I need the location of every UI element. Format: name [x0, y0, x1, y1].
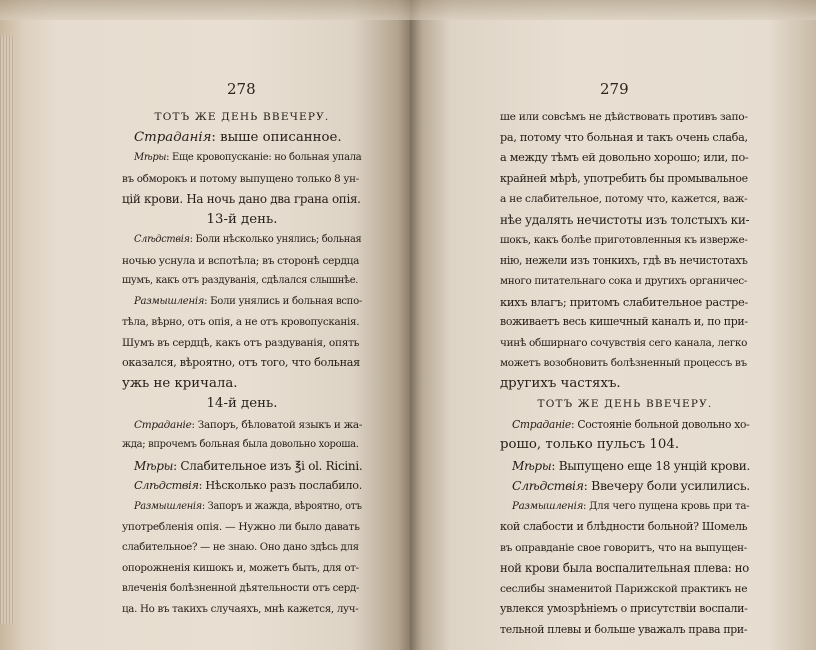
text-line: другихъ частяхъ. [500, 375, 621, 391]
section-heading: ТОТЪ ЖЕ ДЕНЬ ВВЕЧЕРУ. [537, 398, 713, 410]
right-page [410, 0, 816, 650]
day-heading: 14-й день. [206, 396, 278, 411]
line-text: : Запоръ и жажда, вѣроятно, отъ [201, 500, 362, 512]
text-line: ужь не кричала. [122, 375, 238, 391]
text-line [122, 230, 362, 251]
line-label: Страданія [134, 129, 212, 145]
text-line: можетъ возобновить болѣзненный процессъ въ [500, 357, 747, 369]
text-line: шумъ, какъ отъ раздуванія, сдѣлался слышнѣе. [122, 275, 359, 286]
text-line: нѣе удалять нечистоты изъ толстыхъ ки- [500, 212, 750, 227]
section-heading: ТОТЪ ЖЕ ДЕНЬ ВВЕЧЕРУ. [154, 111, 330, 123]
text-line: крайней мѣрѣ, употребить бы промывальное [500, 171, 748, 185]
page-shadow [410, 0, 816, 20]
page-shadow [0, 0, 410, 20]
text-line: рошо, только пульсъ 104. [500, 437, 680, 452]
line-label: Слѣдствія [134, 479, 199, 492]
page-edges [0, 36, 14, 624]
text-line: въ обморокъ и потому выпущено только 8 ун- [122, 172, 359, 185]
line-label: Размышленія [134, 295, 205, 307]
line-label: Слѣдствія [512, 478, 584, 493]
page-text [500, 107, 750, 640]
text-line: кихъ влагъ; притомъ слабительное растре- [500, 294, 748, 309]
text-line: ной крови была воспалительная плева: но [500, 561, 749, 575]
page-number: 278 [227, 80, 256, 98]
text-line: вoживаетъ весь кишечный каналъ и, по при- [500, 315, 748, 328]
text-line: ра, потому что больная и такъ очень слаба, [500, 130, 748, 144]
text-line: ночью уснула и вспотѣла; въ сторонѣ сердца [122, 254, 360, 267]
line-text: : Выпущено еще 18 унцій крови. [551, 458, 750, 473]
text-line [122, 128, 362, 149]
text-line: тѣла, вѣрно, отъ опія, а не отъ кровопусканія. [122, 316, 360, 328]
line-text: : Ввечеру боли усилились. [583, 478, 750, 493]
text-line: нію, нежели изъ тонкихъ, гдѣ въ нечистотахъ [500, 253, 748, 267]
text-line: много питательнаго сока и другихъ органичес- [500, 275, 748, 287]
text-line [500, 415, 750, 436]
text-line: ше или совсѣмъ не дѣйствовать противъ запо- [500, 110, 748, 123]
line-label: Страданіе [134, 418, 192, 431]
day-heading: 13-й день. [206, 211, 278, 227]
line-label: Страданіе [512, 417, 571, 431]
text-line [500, 456, 750, 477]
line-text: : Состояніе больной довольно хо- [570, 417, 750, 431]
text-line: кой слабости и блѣдности больной? Шомель [500, 520, 748, 533]
line-label: Размышленія [512, 500, 584, 512]
text-line: ца. Но въ такихъ случаяхъ, мнѣ кажется, луч- [122, 603, 359, 615]
text-line: чинѣ обширнаго сочувствія сего канала, легко [500, 336, 748, 349]
text-line: а между тѣмъ ей довольно хорошо; или, по- [500, 151, 749, 164]
page-number: 279 [600, 80, 629, 98]
text-line: цій крови. На ночь дано два грана опія. [122, 192, 361, 206]
text-line [500, 476, 750, 497]
line-text: : Боли унялись и больная вспо- [204, 295, 362, 307]
page-text [122, 107, 362, 620]
text-line: жда; впрочемъ больная была довольно хороша. [122, 439, 359, 450]
line-text: : Слабительное изъ ℥i ol. Ricini. [173, 458, 363, 473]
line-label: Мѣры [134, 152, 167, 163]
text-line: употребленія опія. — Нужно ли было давать [122, 521, 360, 533]
line-text: : Боли нѣсколько унялись; больная [189, 234, 362, 245]
line-text: : Запоръ, бѣловатой языкъ и жа- [191, 418, 363, 431]
text-line: слабительное? — не знаю. Оно дано здѣсь для [122, 541, 359, 553]
text-line [122, 497, 362, 518]
text-line: шокъ, какъ болѣе приготовленныя къ изверже- [500, 234, 748, 246]
text-line [122, 476, 362, 497]
text-line: оказался, вѣроятно, отъ того, что больная [122, 356, 360, 369]
line-label: Слѣдствія [134, 234, 190, 245]
text-line: влеченія болѣзненной дѣятельности отъ серд- [122, 582, 360, 594]
text-line [122, 415, 362, 436]
text-line: сеслибы знаменитой Парижской практикъ не [500, 581, 748, 595]
text-line [122, 292, 362, 313]
line-text: : выше описанное. [211, 129, 342, 145]
text-line: тельной плевы и больше уважалъ права при- [500, 622, 748, 636]
line-text: : Еще кровопусканіе: но больная упала [166, 152, 362, 163]
line-label: Мѣры [512, 458, 552, 473]
line-text: : Нѣсколько разъ послабило. [198, 479, 362, 492]
text-line: въ оправданіе свое говоритъ, что на выпущен- [500, 541, 748, 554]
line-label: Размышленія [134, 500, 202, 512]
text-line: а не слабительное, потому что, кажется, важ- [500, 192, 748, 205]
text-line: Шумъ въ сердцѣ, какъ отъ раздуванія, опять [122, 336, 360, 349]
text-line [122, 148, 362, 169]
line-label: Мѣры [134, 458, 174, 473]
text-line [122, 456, 362, 477]
text-line: опорожненія кишокъ и, можетъ быть, для от- [122, 562, 359, 574]
text-line: увлекся умозрѣніемъ о присутствіи воспали- [500, 602, 748, 615]
line-text: : Для чего пущена кровь при та- [583, 500, 750, 512]
text-line [500, 497, 750, 518]
